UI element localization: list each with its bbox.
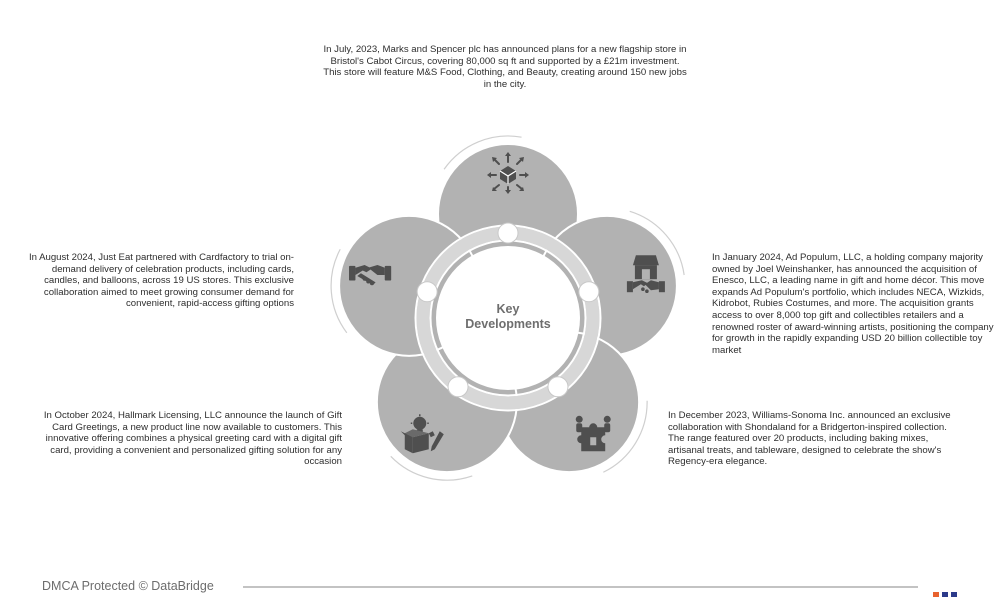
footer-dot-orange [933,592,939,597]
connector-node-bottom-left [448,377,468,397]
connector-node-left [417,282,437,302]
connector-node-bottom-right [548,377,568,397]
development-text-bottom-left: In October 2024, Hallmark Licensing, LLC announce the launch of Gift Card Greetings, a new product line now available to customers. This innovative offering combines a physical greeting card with a digital gift card, providing a convenient and personalized gifting solution for any occasion [43,410,342,468]
center-title-line2: Developments [465,317,551,331]
development-text-right: In January 2024, Ad Populum, LLC, a holding company majority owned by Joel Weinshanker, has announced the acquisition of Enesco, LLC, a leading name in gift and home décor. This move expands Ad Populum's portfolio, which includes NECA, Wizkids, Kidrobot, Rubies Costumes, and more. The acquisition grants access to over 8,000 top gift and collectibles retailers and a renowned roster of award-winning artists, positioning the company for growth in the rapidly expanding USD 20 billion collectible toy market [712,252,994,356]
connector-node-right [579,282,599,302]
development-text-left: In August 2024, Just Eat partnered with Cardfactory to trial on-demand delivery of celebration products, including cards, candles, and balloons, across 19 US stores. This exclusive collaboration aimed to meet growing consumer demand for convenient, rapid-access gifting options [28,252,294,310]
development-text-top: In July, 2023, Marks and Spencer plc has announced plans for a new flagship store in Bristol's Cabot Circus, covering 80,000 sq ft and supported by a £21m investment. This store will feature M&S Food, Clothing, and Beauty, creating around 150 new jobs in the city. [323,44,687,90]
development-text-bottom-right: In December 2023, Williams-Sonoma Inc. announced an exclusive collaboration with Shondaland for a Bridgerton-inspired collection. The range featured over 20 products, including baking mixes, artisanal treats, and tableware, designed to celebrate the show's Regency-era elegance. [668,410,951,468]
footer-dots [933,584,960,602]
footer-dot-navy [942,592,948,597]
footer-divider [243,586,918,588]
footer-dot-navy [951,592,957,597]
center-title [448,302,568,332]
center-title-line1: Key [496,302,520,316]
connector-node-top [498,223,518,243]
footer-copyright: DMCA Protected © DataBridge [42,579,214,593]
